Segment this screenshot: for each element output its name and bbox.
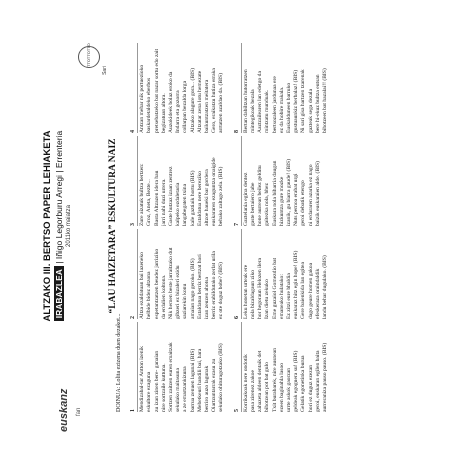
verse-line: ni erdararen azarka ez nago	[307, 164, 314, 226]
verse-line: Gero, eraikatzu hutiza erraka	[211, 68, 218, 133]
verse-line: nire sortzaile kuttuna.	[160, 363, 167, 412]
verse-line: bihotzeen bat hazalai!! (BIS)	[322, 68, 329, 133]
verse-line: collarpan bezalda lorga	[182, 80, 189, 133]
verse-line: sekulako maitasuna	[175, 368, 182, 412]
verse	[234, 133, 338, 226]
verse-number: 4	[130, 43, 138, 133]
verses-row	[234, 40, 338, 412]
verse-line: emaneako hulatako:	[278, 274, 285, 319]
verse-line: euskararen ezaguntza onaigide	[211, 157, 218, 226]
verse-line: Eme guzaiol Gomezdio bat	[271, 257, 278, 319]
melody-note: DOINUA: Lolita ezizena duen dezakot...	[116, 313, 122, 412]
verse-line: Mehetkeuri handili bai, hara	[196, 348, 203, 412]
verse	[234, 319, 338, 412]
verse-number: 7	[234, 136, 242, 226]
verse-line: Gaste hutzaz izaan zentrez	[168, 166, 175, 226]
verse-line: baizik euskaraien alde. (BIS)	[314, 161, 321, 226]
verse-line: a ze emartzankizuna	[182, 366, 189, 412]
verse-line: Altzako alagure gora... (BIS)	[189, 68, 196, 133]
verse-line: baikuntzatzen meitatera	[204, 79, 211, 133]
verse-line: Indarra eta gozorra	[175, 90, 182, 133]
verse-line: Aaztzailearen lan edetgo da	[257, 71, 264, 133]
verse-line: Txit burabarek, nire ausnean	[271, 348, 278, 412]
verse-line: mintzatu munduak.	[264, 89, 271, 133]
verse-line: begizatuan altora.	[160, 93, 167, 133]
verse-line: hizkuntza gure mozke	[278, 176, 285, 226]
document-date: 2011ko maiatza	[66, 205, 72, 247]
verse-line: Altzatar zena lotu hemezate	[196, 70, 203, 133]
document-subtitle	[54, 40, 64, 412]
verse-line: euskaraz hitz egin hope! (BIS)	[293, 250, 300, 319]
verse	[130, 226, 234, 319]
verse-line: zu izan zinen bere- ganaian	[153, 350, 160, 412]
verses-row	[130, 40, 234, 412]
verse-line: dago geure homen gakoa	[307, 262, 314, 319]
logo-text: euskanz	[58, 388, 70, 432]
verse-line: Nuts pernoa erabat urgi	[293, 173, 300, 226]
verse-line: Groz, Aneta, Bezte...	[146, 179, 153, 226]
verses-table	[130, 40, 337, 412]
verse-line: Ni sari gisa hartzen tzarenak	[300, 69, 307, 133]
verse-line: Antzan mehar nik portuezioko	[139, 64, 146, 133]
verse-lines	[139, 136, 225, 226]
verse-number: 3	[130, 136, 138, 226]
verse-line: zahazeta aldeen dentaik det	[257, 350, 264, 412]
verse-lines	[139, 43, 225, 133]
verse-line: gaitezka nola, bhez	[264, 182, 271, 226]
verse	[130, 319, 234, 412]
verse-line: bere hi-ekuz bultza eutsan	[314, 74, 321, 133]
verse-line: kale gaztiaik hortu (BIS)	[189, 170, 196, 226]
verse-line: gibzeri ez bizaleri ezidu	[175, 265, 182, 319]
verse-line: sekulako ohituragotzako (BIS)	[218, 343, 225, 412]
verse-number: 8	[234, 43, 242, 133]
verse-line: ez ote doguz bobe? (BIS)	[218, 262, 225, 319]
verse-line: Euskara nola biharria daugan	[271, 160, 278, 226]
document-title: ALTZAKO III. BERTSO PAPER LEHIAKETA	[42, 130, 53, 322]
verse-line: arrtatzen azaldao da. (BIS)	[218, 73, 225, 133]
verse	[234, 40, 338, 133]
verse-line: Leku honetan urteak ere	[242, 264, 249, 319]
verse-line: izan zeuzen ahotsa	[204, 277, 211, 319]
verse	[234, 226, 338, 319]
logo-subtext: fan	[76, 407, 82, 416]
poem-title: “LAU HAIZETARA” ESKULTURA NAIZ	[108, 138, 118, 314]
verse-line: da erdalien koltona.	[160, 274, 167, 319]
verse-line: gustuaunkiz berbalaz! (BIS)	[293, 69, 300, 133]
verse-line: ez da hobire makala.	[278, 86, 285, 133]
verse-lines	[139, 229, 225, 319]
verse-line: geldeak egoguera su! (BIS)	[293, 350, 300, 412]
verse-number: 6	[234, 229, 242, 319]
verse-line: pretsebatzeko bat nazar sortu edo zait	[153, 48, 160, 133]
verse-line: Ez zitzi eure bhaldia	[286, 273, 293, 319]
verse-line: nola bizaldagaun ziko	[250, 269, 257, 319]
verse-line: gaste bertaiero jabe	[250, 182, 257, 226]
verse-lines	[243, 322, 329, 412]
verse-line: bertsozaleen jardunaa ere	[271, 76, 278, 133]
verse-lines	[139, 322, 225, 412]
verse-line: Oiartzuntarrak ezasu zu	[211, 358, 218, 412]
verse-line: Gelatik egonetinka burua	[300, 355, 307, 412]
verse-line: Basta Altzazen idera hau	[153, 170, 160, 226]
verse-line: bihotzean pot bat gulo	[264, 362, 271, 412]
verse-line: Estaldatua nere bereziko	[196, 171, 203, 226]
verse-lines	[243, 229, 329, 319]
verse	[130, 40, 234, 133]
verse-line: espetantzatzen beudez jarriziko	[153, 248, 160, 319]
verse-line: altzoe haueki bar gordera	[204, 169, 211, 226]
verse-line: Korrikakoak nere ondotik	[242, 354, 249, 412]
verse-line: jarri nahi duzi urrera.	[160, 178, 167, 226]
verse-line: izanik, gu biarra gaude! (BIS)	[286, 159, 293, 226]
verse-lines	[243, 43, 329, 133]
verse-line: geroi debatik etengo	[300, 180, 307, 226]
verse-line: ezeen baginahla lasoo	[278, 362, 285, 412]
verse-line: amaian nago geroko. (BIS)	[189, 258, 196, 319]
verse-line: baskardetaldeko eberbos	[146, 77, 153, 133]
verse-number: 1	[130, 322, 138, 412]
verse-line: landu behar dugulako. (BIS)	[322, 255, 329, 319]
verse-line: aurreraniza pauso pauso. (BIS)	[322, 342, 329, 412]
verse	[130, 133, 234, 226]
verse-line: mintegikoak bezala	[250, 89, 257, 133]
verse-line: hor hegoraun Helozen ilera	[257, 257, 264, 319]
verse-line: Mendizabal-tar Antton izenik	[139, 346, 146, 412]
verse-line: hori ez duguz ezezan	[307, 364, 314, 412]
verse-line: behako zaltago zela. (BIS)	[218, 166, 225, 226]
verse-line: efeskeraza oraindaldik	[314, 268, 321, 319]
verse-number: 2	[130, 229, 138, 319]
verse-line: gazteak sega dezala	[307, 88, 314, 133]
verse-line: saziarekin konu	[182, 283, 189, 319]
verse-line: geroi, euskaran egilen baita	[314, 350, 321, 412]
verse-line: Estaldatua berriz bertzat hori	[196, 254, 203, 319]
verse-line: Izan dietu zekuko	[264, 279, 271, 319]
verse-line: Gaztelania egina dentez	[242, 172, 249, 226]
seal-badge: TTOTTOTTO	[78, 46, 100, 68]
verse-line: urrte askok gaorzan	[286, 367, 293, 412]
verse-line: hone aurrean beilez gelditu	[257, 165, 264, 226]
verse-lines	[243, 136, 322, 226]
verse-line: Zure aizatuk bultza bertzen:	[139, 163, 146, 226]
verse-line: Gere baienkida lan egitea	[300, 262, 307, 319]
winner-tag: IRABAZLEA	[54, 266, 64, 321]
subtitle-text: | Iñigo Legorburu Arregi | Errenteria	[54, 130, 64, 264]
verse-line: Nik hemen beste jarraitzako dut	[168, 247, 175, 319]
verse-line: helbide bidez altzona	[146, 271, 153, 319]
verse-line: Sortzen zaitzen euren emaitzak	[168, 342, 175, 412]
verse-line: barrua zenuen lagunai (BIS)	[189, 348, 196, 412]
verse-line: Auzokideek bolaz eroko da	[168, 71, 175, 133]
verse-line: pasa zirenez zakoe	[250, 370, 257, 412]
verse-line: berriz erabildutako zerlat urila	[211, 251, 218, 319]
verse-line: kalpeko ezdaletaria	[175, 182, 182, 226]
verse-line: langabegaten txina	[182, 183, 189, 226]
verse-line: Altza ezaldatuan bai lazeneko	[139, 252, 146, 319]
verse-line: berriro auzo lagunak	[204, 365, 211, 412]
verse-number: 5	[234, 322, 242, 412]
verse-line: Bertan dabiltzan hutorratzen	[242, 69, 249, 133]
verse-line: eskultore ezaguna	[146, 371, 153, 412]
corner-label: Sari	[102, 66, 108, 75]
verse-line: Euskalduneen barruko	[286, 82, 293, 133]
